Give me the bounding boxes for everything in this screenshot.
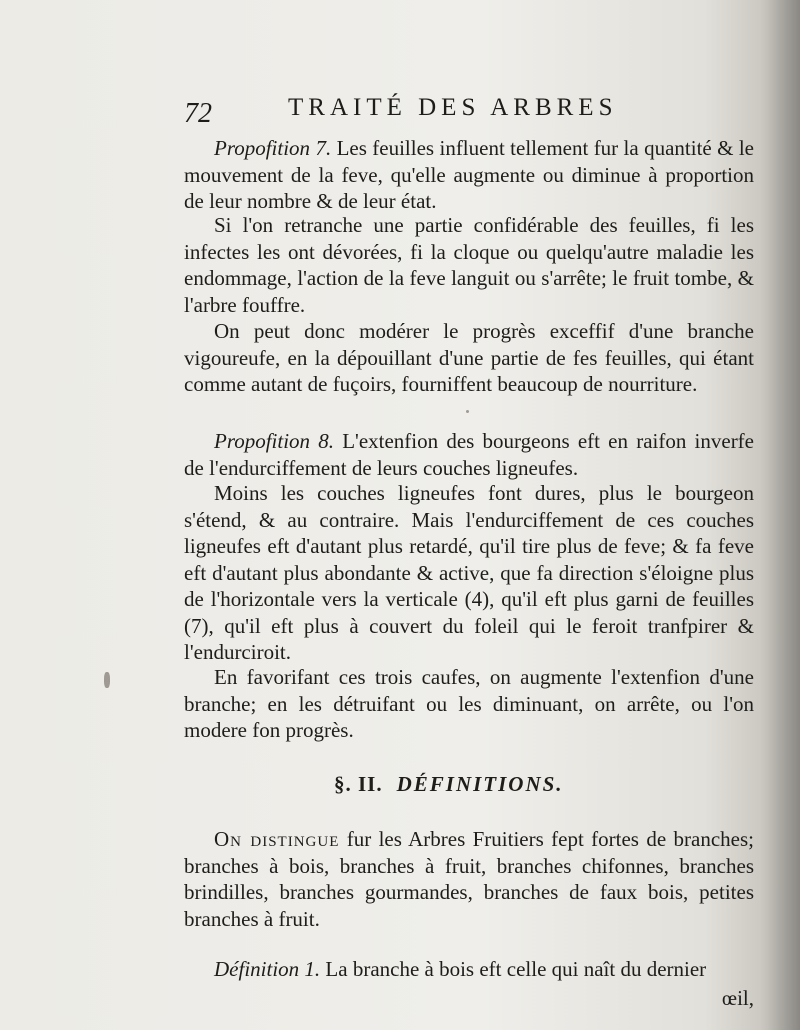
paragraph: Si l'on retranche une partie confidérable des feuilles, fi les infectes les ont dévorées, fi la cloque ou quelqu'autre maladie les endommage, l'action de la feve languit ou s'arrête; le fruit tombe, & l'arbre fouffre. — [184, 213, 754, 317]
section-heading — [334, 772, 564, 797]
section-title: DÉFINITIONS. — [396, 772, 564, 796]
proposition-label: Propofition 8. — [214, 429, 335, 453]
proposition-7 — [184, 135, 754, 215]
proposition-text: L'extenfion des bourgeons eft en raifon inverfe de l'endurciffement de leurs couches ligneufes. — [184, 429, 754, 480]
paper-blemish — [104, 672, 110, 688]
definitions-intro — [184, 826, 754, 932]
running-head — [184, 92, 754, 128]
catchword: œil, — [721, 986, 754, 1010]
definition-text: La branche à bois eft celle qui naît du dernier — [320, 957, 707, 981]
lead-words: On distingue — [214, 827, 340, 851]
definition-1 — [184, 956, 754, 983]
proposition-label: Propofition 7. — [214, 136, 332, 160]
proposition-8 — [184, 428, 754, 481]
paragraph: En favorifant ces trois caufes, on augmente l'extenfion d'une branche; en les détruifant ou les diminuant, on arrête, ou l'on modere fon progrès. — [184, 665, 754, 742]
page-edge-shadow — [760, 0, 800, 1030]
definitions-text: fur les Arbres Fruitiers fept fortes de branches; branches à bois, branches à fruit, branches chifonnes, branches brindilles, branches gourmandes, branches de faux bois, petites branches à fruit. — [184, 827, 754, 931]
paragraph: Moins les couches ligneufes font dures, plus le bourgeon s'étend, & au contraire. Mais l'endurciffement de ces couches ligneufes eft d'autant plus retardé, qu'il tire plus de feve; & fa feve eft d'autant plus abondante & active, que fa direction s'éloigne plus de l'horizontale vers la verticale (4), qu'il eft plus garni de feuilles (7), qu'il eft plus à couvert du foleil qui le feroit tranfpirer & l'endurciroit. — [184, 481, 754, 664]
definition-label: Définition 1. — [214, 957, 321, 981]
paper-speck — [466, 410, 469, 413]
proposition-text: Les feuilles influent tellement fur la quantité & le mouvement de la feve, qu'elle augmente ou diminue à proportion de leur nombre & de leur état. — [184, 136, 754, 213]
section-number: §. II. — [334, 772, 383, 796]
page-number: 72 — [184, 98, 212, 129]
running-title: TRAITÉ DES ARBRES — [288, 94, 618, 121]
paragraph: On peut donc modérer le progrès exceffif d'une branche vigoureufe, en la dépouillant d'une partie de fes feuilles, qui étant comme autant de fuçoirs, fourniffent beaucoup de nourriture. — [184, 319, 754, 396]
